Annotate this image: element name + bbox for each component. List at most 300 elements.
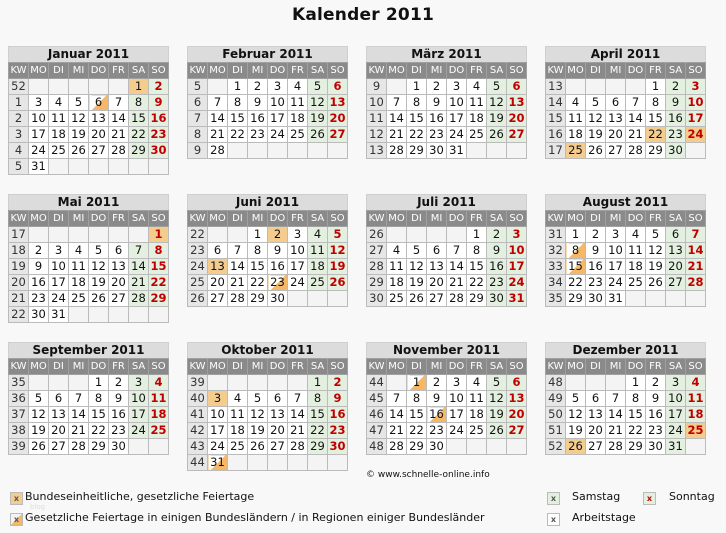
day-cell: 18 (69, 275, 89, 291)
day-cell: 22 (129, 127, 149, 143)
week-number: 35 (9, 375, 29, 391)
month-table (366, 62, 527, 159)
day-cell: 6 (507, 79, 527, 95)
day-cell: 21 (288, 423, 308, 439)
day-cell: 19 (487, 407, 507, 423)
day-cell: 16 (150, 111, 167, 125)
day-cell: 2 (268, 227, 288, 243)
weekday-header: MO (566, 211, 586, 227)
week-number: 5 (9, 159, 29, 175)
week-number-header: KW (188, 359, 208, 375)
weekday-header: SA (487, 359, 507, 375)
day-cell: 4 (626, 227, 646, 243)
day-cell: 17 (288, 259, 308, 275)
weekday-header: MO (29, 63, 49, 79)
weekday-header: MI (427, 63, 447, 79)
month-table (366, 358, 527, 455)
week-row (9, 307, 169, 323)
week-number: 44 (188, 455, 208, 471)
day-cell: 8 (89, 391, 109, 407)
weekday-header: FR (109, 63, 129, 79)
day-cell: 19 (646, 259, 666, 275)
empty-day-cell (248, 375, 268, 391)
day-cell: 16 (29, 275, 49, 291)
day-cell: 6 (208, 243, 228, 259)
day-cell: 6 (606, 95, 626, 111)
weekday-header: DI (586, 211, 606, 227)
day-cell: 9 (29, 259, 49, 275)
empty-day-cell (109, 307, 129, 323)
day-cell: 3 (208, 391, 228, 407)
week-number-header: KW (9, 359, 29, 375)
day-cell: 22 (407, 423, 427, 439)
day-cell: 31 (49, 307, 69, 323)
empty-day-cell (129, 307, 149, 323)
day-cell: 14 (288, 407, 308, 423)
day-cell: 14 (387, 111, 407, 127)
weekday-header: DO (268, 359, 288, 375)
day-cell: 22 (150, 275, 167, 289)
day-cell: 21 (387, 127, 407, 143)
empty-day-cell (566, 375, 586, 391)
day-cell: 17 (49, 275, 69, 291)
weekday-header: MO (566, 63, 586, 79)
weekday-header: SO (328, 63, 348, 79)
weekday-header: MI (606, 359, 626, 375)
day-cell: 24 (687, 127, 704, 141)
day-cell: 28 (447, 291, 467, 307)
day-cell: 19 (586, 127, 606, 143)
weekday-header: MI (69, 211, 89, 227)
weekday-header-row (546, 211, 706, 227)
day-cell: 1 (407, 79, 427, 95)
day-cell: 23 (666, 127, 686, 143)
day-cell: 7 (626, 95, 646, 111)
week-row (9, 375, 169, 391)
day-cell: 9 (109, 391, 129, 407)
day-cell: 30 (29, 307, 49, 323)
day-cell: 8 (149, 243, 169, 259)
day-cell: 14 (626, 111, 646, 127)
week-number: 9 (188, 143, 208, 159)
empty-day-cell (606, 375, 626, 391)
day-cell: 18 (288, 111, 308, 127)
day-cell: 16 (666, 111, 686, 127)
day-cell: 23 (487, 275, 507, 291)
day-cell: 18 (626, 259, 646, 275)
week-number: 6 (188, 95, 208, 111)
week-row (188, 95, 348, 111)
day-cell: 30 (666, 143, 686, 159)
month-table (545, 62, 706, 159)
day-cell: 4 (467, 375, 487, 391)
day-cell: 7 (228, 243, 248, 259)
day-cell: 9 (646, 391, 666, 407)
day-cell: 24 (447, 127, 467, 143)
day-cell: 29 (89, 439, 109, 455)
day-cell: 11 (687, 391, 704, 405)
day-cell: 10 (447, 95, 467, 111)
empty-day-cell (129, 439, 149, 455)
day-cell: 10 (129, 391, 149, 407)
day-cell: 26 (29, 439, 49, 455)
week-number-header: KW (367, 211, 387, 227)
day-cell: 16 (109, 407, 129, 423)
week-row (9, 391, 169, 407)
day-cell: 14 (69, 407, 89, 423)
week-number: 9 (367, 79, 387, 95)
day-cell: 17 (29, 127, 49, 143)
day-cell: 19 (89, 275, 109, 291)
weekday-header-row (546, 63, 706, 79)
legend-workday-label: Arbeitstage (572, 511, 636, 524)
day-cell: 24 (268, 127, 288, 143)
day-cell: 7 (69, 391, 89, 407)
day-cell: 13 (208, 259, 228, 275)
day-cell: 9 (487, 243, 507, 259)
day-cell: 5 (308, 79, 328, 95)
week-row (546, 391, 706, 407)
weekday-header: MI (248, 63, 268, 79)
day-cell: 12 (69, 111, 89, 127)
weekday-header-row (9, 63, 169, 79)
empty-day-cell (49, 79, 69, 95)
day-cell: 6 (49, 391, 69, 407)
weekday-header: DI (228, 63, 248, 79)
day-cell: 5 (646, 227, 666, 243)
day-cell: 2 (109, 375, 129, 391)
day-cell: 23 (29, 291, 49, 307)
week-row (188, 243, 348, 259)
month-title: Juli 2011 (366, 194, 527, 210)
weekday-header: FR (288, 211, 308, 227)
day-cell: 5 (487, 375, 507, 391)
day-cell: 26 (89, 291, 109, 307)
weekday-header: SA (129, 211, 149, 227)
weekday-header: FR (288, 359, 308, 375)
week-number: 51 (546, 423, 566, 439)
weekday-header: SA (308, 63, 328, 79)
day-cell: 11 (308, 243, 328, 259)
weekday-header: SA (308, 359, 328, 375)
day-cell: 31 (29, 159, 49, 175)
day-cell: 5 (29, 391, 49, 407)
day-cell: 11 (49, 111, 69, 127)
week-row (9, 439, 169, 455)
weekday-header: DI (228, 211, 248, 227)
day-cell: 25 (288, 127, 308, 143)
week-number: 3 (9, 127, 29, 143)
legend-saturday-swatch: x (547, 492, 560, 505)
day-cell: 16 (487, 259, 507, 275)
weekday-header: SA (487, 63, 507, 79)
weekday-header: SA (666, 211, 686, 227)
week-row (188, 375, 348, 391)
weekday-header: FR (646, 211, 666, 227)
weekday-header: FR (288, 63, 308, 79)
month-table (8, 210, 169, 323)
day-cell: 14 (687, 243, 704, 257)
day-cell: 10 (29, 111, 49, 127)
day-cell: 2 (487, 227, 507, 243)
day-cell: 16 (586, 259, 606, 275)
week-number: 13 (367, 143, 387, 159)
week-row (546, 259, 706, 275)
week-number: 15 (546, 111, 566, 127)
month-table (8, 358, 169, 455)
week-row (188, 111, 348, 127)
day-cell: 14 (129, 259, 149, 275)
month-table (8, 62, 169, 175)
empty-day-cell (228, 227, 248, 243)
day-cell: 17 (666, 407, 686, 423)
day-cell: 28 (109, 143, 129, 159)
day-cell: 20 (109, 275, 129, 291)
weekday-header: DO (626, 63, 646, 79)
day-cell: 25 (69, 291, 89, 307)
day-cell: 13 (427, 259, 447, 275)
day-cell: 10 (666, 391, 686, 407)
day-cell: 2 (666, 79, 686, 95)
month-block (8, 46, 169, 175)
day-cell: 26 (308, 127, 328, 143)
day-cell: 17 (268, 111, 288, 127)
weekday-header: MI (69, 359, 89, 375)
week-number: 17 (9, 227, 29, 243)
day-cell: 8 (407, 391, 427, 407)
day-cell: 29 (407, 439, 427, 455)
week-row (546, 79, 706, 95)
day-cell: 26 (487, 423, 507, 439)
day-cell: 27 (606, 143, 626, 159)
day-cell: 7 (288, 391, 308, 407)
empty-day-cell (29, 79, 49, 95)
week-number: 5 (188, 79, 208, 95)
day-cell: 31 (508, 291, 525, 305)
empty-day-cell (149, 159, 169, 175)
day-cell: 7 (447, 243, 467, 259)
weekday-header-row (188, 211, 348, 227)
legend-regional-swatch: x (10, 513, 23, 526)
day-cell: 27 (508, 127, 525, 141)
month-title: November 2011 (366, 342, 527, 358)
day-cell: 5 (586, 95, 606, 111)
empty-day-cell (487, 439, 507, 455)
day-cell: 22 (89, 423, 109, 439)
week-row (367, 259, 527, 275)
empty-day-cell (447, 439, 467, 455)
day-cell: 27 (329, 127, 346, 141)
weekday-header: DO (89, 63, 109, 79)
day-cell: 27 (208, 291, 228, 307)
day-cell: 6 (666, 227, 686, 243)
week-row (9, 291, 169, 307)
month-title: August 2011 (545, 194, 706, 210)
empty-day-cell (69, 159, 89, 175)
day-cell: 26 (586, 143, 606, 159)
day-cell: 7 (387, 391, 407, 407)
day-cell: 17 (508, 259, 525, 273)
week-row (367, 227, 527, 243)
day-cell: 7 (208, 95, 228, 111)
empty-day-cell (586, 79, 606, 95)
day-cell: 18 (687, 407, 704, 421)
day-cell: 9 (149, 95, 169, 111)
day-cell: 27 (508, 423, 525, 437)
day-cell: 30 (427, 143, 447, 159)
week-number: 35 (546, 291, 566, 307)
day-cell: 30 (586, 291, 606, 307)
day-cell: 6 (89, 95, 109, 111)
week-number: 16 (546, 127, 566, 143)
day-cell: 22 (646, 127, 666, 143)
day-cell: 7 (387, 95, 407, 111)
weekday-header: DI (586, 63, 606, 79)
day-cell: 27 (49, 439, 69, 455)
day-cell: 7 (109, 95, 129, 111)
day-cell: 28 (228, 291, 248, 307)
month-title: Mai 2011 (8, 194, 169, 210)
month-block (8, 194, 169, 323)
day-cell: 14 (208, 111, 228, 127)
day-cell: 24 (288, 275, 308, 291)
week-number: 41 (188, 407, 208, 423)
day-cell: 15 (646, 111, 666, 127)
week-number: 43 (188, 439, 208, 455)
week-number: 46 (367, 407, 387, 423)
day-cell: 6 (427, 243, 447, 259)
week-row (546, 375, 706, 391)
day-cell: 28 (387, 143, 407, 159)
weekday-header: DO (268, 63, 288, 79)
day-cell: 5 (89, 243, 109, 259)
day-cell: 20 (586, 423, 606, 439)
empty-day-cell (69, 79, 89, 95)
weekday-header: MI (606, 63, 626, 79)
day-cell: 30 (150, 143, 167, 157)
week-number: 29 (367, 275, 387, 291)
week-number: 32 (546, 243, 566, 259)
day-cell: 28 (687, 275, 704, 289)
day-cell: 16 (427, 407, 447, 423)
empty-day-cell (69, 375, 89, 391)
day-cell: 27 (427, 291, 447, 307)
weekday-header: SO (686, 211, 706, 227)
weekday-header: DI (407, 63, 427, 79)
empty-day-cell (228, 375, 248, 391)
weekday-header: SO (507, 63, 527, 79)
day-cell: 23 (586, 275, 606, 291)
day-cell: 4 (69, 243, 89, 259)
day-cell: 5 (328, 227, 348, 243)
day-cell: 4 (566, 95, 586, 111)
day-cell: 4 (288, 79, 308, 95)
day-cell: 28 (129, 291, 149, 307)
day-cell: 24 (49, 291, 69, 307)
empty-day-cell (328, 455, 348, 471)
legend-workday-swatch: x (547, 513, 560, 526)
month-table (545, 358, 706, 455)
day-cell: 21 (387, 423, 407, 439)
empty-day-cell (288, 143, 308, 159)
day-cell: 19 (29, 423, 49, 439)
empty-day-cell (626, 79, 646, 95)
day-cell: 23 (646, 423, 666, 439)
month-title: April 2011 (545, 46, 706, 62)
day-cell: 9 (248, 95, 268, 111)
month-block (545, 342, 706, 455)
weekday-header: DI (407, 211, 427, 227)
week-number: 12 (367, 127, 387, 143)
empty-day-cell (626, 291, 646, 307)
empty-day-cell (566, 79, 586, 95)
day-cell: 11 (467, 391, 487, 407)
day-cell: 1 (248, 227, 268, 243)
empty-day-cell (507, 143, 527, 159)
day-cell: 25 (467, 127, 487, 143)
empty-day-cell (288, 455, 308, 471)
day-cell: 22 (228, 127, 248, 143)
day-cell: 30 (109, 439, 129, 455)
day-cell: 12 (89, 259, 109, 275)
day-cell: 23 (427, 127, 447, 143)
day-cell: 23 (268, 275, 288, 291)
copyright-notice: © www.schnelle-online.info (366, 470, 490, 480)
week-number-header: KW (188, 63, 208, 79)
weekday-header: SO (149, 211, 169, 227)
day-cell: 12 (329, 243, 346, 257)
day-cell: 10 (508, 243, 525, 257)
day-cell: 24 (447, 423, 467, 439)
week-number: 52 (546, 439, 566, 455)
weekday-header-row (9, 359, 169, 375)
day-cell: 8 (407, 95, 427, 111)
weekday-header: MI (427, 359, 447, 375)
day-cell: 25 (308, 275, 328, 291)
week-row (546, 439, 706, 455)
empty-day-cell (49, 159, 69, 175)
weekday-header: DO (447, 359, 467, 375)
day-cell: 10 (288, 243, 308, 259)
weekday-header: FR (467, 63, 487, 79)
empty-day-cell (228, 455, 248, 471)
weekday-header: SO (149, 63, 169, 79)
weekday-header: DO (447, 211, 467, 227)
empty-day-cell (387, 227, 407, 243)
day-cell: 25 (387, 291, 407, 307)
empty-day-cell (268, 455, 288, 471)
day-cell: 12 (248, 407, 268, 423)
legend-national-label: Bundeseinheitliche, gesetzliche Feiertage (25, 490, 255, 503)
day-cell: 11 (150, 391, 167, 405)
weekday-header: DO (89, 359, 109, 375)
day-cell: 28 (606, 439, 626, 455)
day-cell: 3 (666, 375, 686, 391)
day-cell: 4 (387, 243, 407, 259)
week-row (546, 243, 706, 259)
day-cell: 24 (129, 423, 149, 439)
day-cell: 13 (89, 111, 109, 127)
day-cell: 12 (487, 95, 507, 111)
weekday-header: MO (29, 359, 49, 375)
day-cell: 3 (129, 375, 149, 391)
day-cell: 14 (387, 407, 407, 423)
week-number: 17 (546, 143, 566, 159)
week-row (367, 391, 527, 407)
week-row (546, 227, 706, 243)
weekday-header: MI (248, 359, 268, 375)
weekday-header: MO (208, 359, 228, 375)
